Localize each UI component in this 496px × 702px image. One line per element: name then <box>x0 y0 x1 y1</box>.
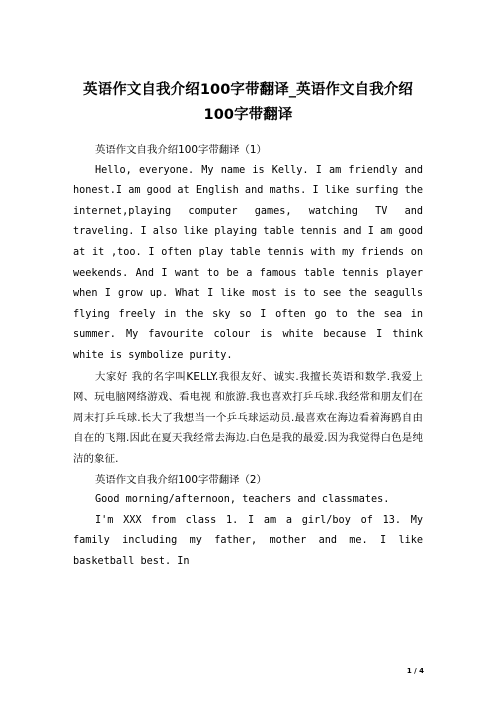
document-body <box>73 140 423 572</box>
section-2-greeting: Good morning/afternoon, teachers and classmates. <box>95 494 390 506</box>
section-1-english-paragraph: Hello, everyone. My name is Kelly. I am friendly and honest.I am good at English and maths. I like surfing the internet,playing computer games, watching TV and traveling. I also like playing table tennis and I am good at it ,too. I often play table tennis with my friends on weekends. And I want to be a famous table tennis player when I grow up. What I like most is to see the seagulls flying freely in the sky so I often go to the sea in summer. My favourite colour is white because I think white is symbolize purity. <box>73 164 423 361</box>
section-2-english-paragraph: I'm XXX from class 1. I am a girl/boy of 13. My family including my father, mother and me. I like basketball best. In <box>73 514 423 567</box>
section-2-heading: 英语作文自我介绍100字带翻译（2） <box>95 473 267 486</box>
title-line-1: 英语作文自我介绍100字带翻译_英语作文自我介绍 <box>83 82 413 98</box>
section-1-chinese-paragraph: 大家好 我的名字叫KELLY.我很友好、诚实.我擅长英语和数学.我爱上网、玩电脑网络游戏、看电视 和旅游.我也喜欢打乒乓球.我经常和朋友们在周末打乒乓球.长大了我想当一个乒乓球运动员.最喜欢在海边看着海鸥自由自在的飞翔.因此在夏天我经常去海边.白色是我的最爱.因为我觉得白色是纯洁的象征. <box>73 370 423 465</box>
title-line-2: 100字带翻译 <box>203 107 293 123</box>
section-1-heading: 英语作文自我介绍100字带翻译（1） <box>95 144 267 156</box>
document-title <box>60 78 436 128</box>
page-number: 1 / 4 <box>406 667 424 675</box>
